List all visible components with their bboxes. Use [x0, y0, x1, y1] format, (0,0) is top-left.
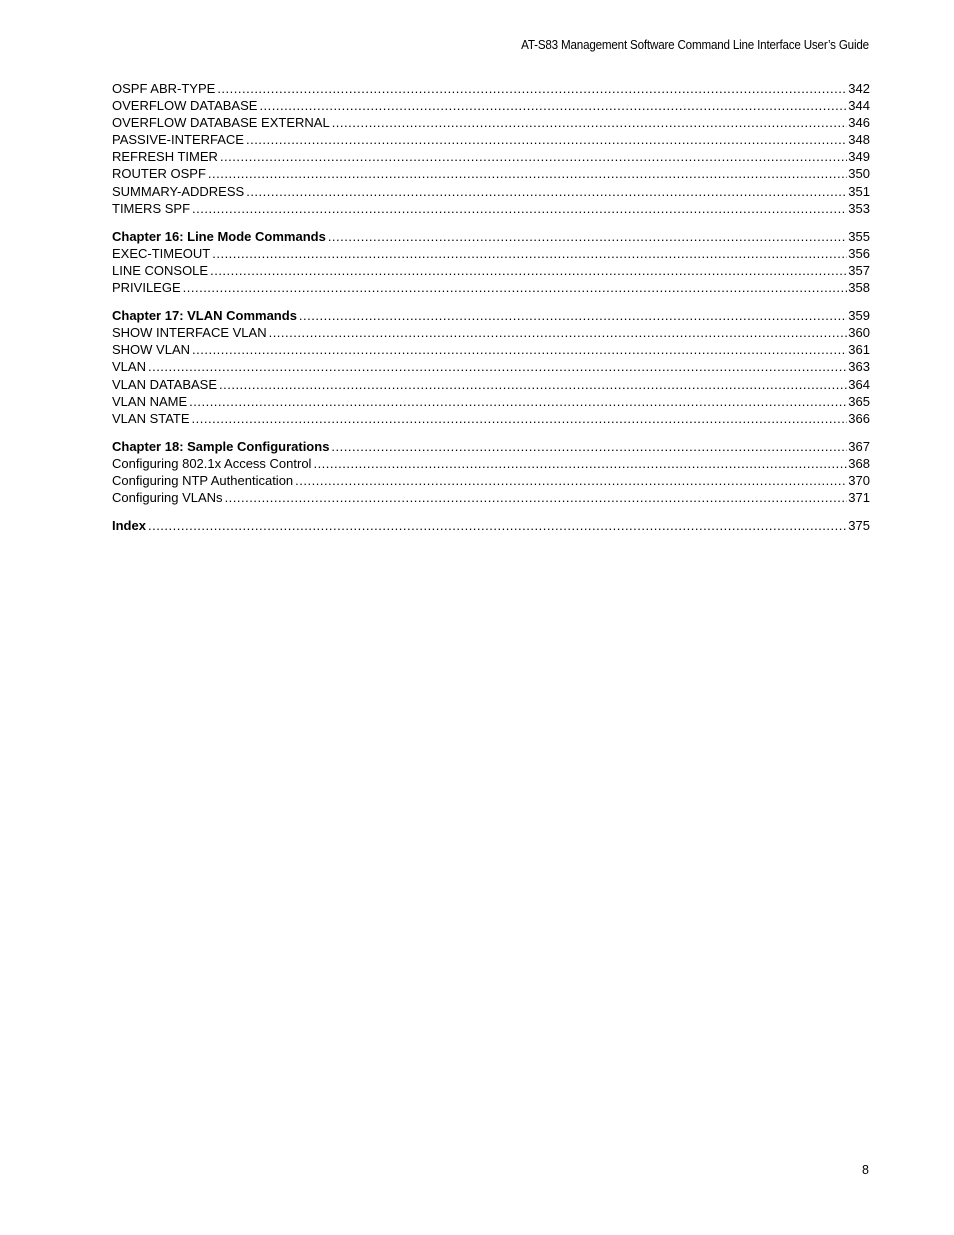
toc-entry-title: REFRESH TIMER: [112, 149, 218, 165]
toc-entry-title: Configuring 802.1x Access Control: [112, 455, 312, 471]
toc-entry-row[interactable]: [112, 393, 870, 410]
toc-entry-row[interactable]: [112, 376, 870, 393]
toc-dot-leader: [332, 114, 848, 131]
toc-page-number: 361: [848, 342, 870, 358]
toc-page-number: 367: [848, 438, 870, 454]
toc-dot-leader: [246, 183, 847, 200]
toc-entry-title: VLAN STATE: [112, 410, 190, 426]
toc-dot-leader: [246, 131, 847, 148]
toc-entry-title: SUMMARY-ADDRESS: [112, 183, 245, 199]
toc-entry-title: VLAN: [112, 359, 146, 375]
toc-page-number: 363: [848, 359, 870, 375]
toc-entry-row[interactable]: [112, 472, 870, 489]
toc-page-number: 348: [848, 132, 870, 148]
toc-entry-title: EXEC-TIMEOUT: [112, 245, 211, 261]
toc-entry-title: SHOW VLAN: [112, 342, 191, 358]
toc-page-number: 366: [848, 410, 870, 426]
toc-chapter-row[interactable]: [112, 228, 870, 245]
toc-entry-row[interactable]: [112, 279, 870, 296]
toc-dot-leader: [295, 472, 847, 489]
toc-entry-row[interactable]: [112, 80, 870, 97]
toc-chapter-row[interactable]: [112, 517, 870, 534]
toc-page-number: 355: [848, 228, 870, 244]
toc-chapter-title: Chapter 16: Line Mode Commands: [112, 228, 326, 244]
toc-chapter-row[interactable]: [112, 307, 870, 324]
toc-page-number: 351: [848, 183, 870, 199]
toc-entry-title: ROUTER OSPF: [112, 166, 206, 182]
toc-chapter-row[interactable]: [112, 438, 870, 455]
toc-page-number: 346: [848, 115, 870, 131]
toc-page-number: 368: [848, 455, 870, 471]
toc-dot-leader: [225, 489, 848, 506]
toc-dot-leader: [210, 262, 847, 279]
toc-entry-row[interactable]: [112, 324, 870, 341]
toc-dot-leader: [259, 97, 847, 114]
toc-entry-row[interactable]: [112, 358, 870, 375]
toc-entry-row[interactable]: [112, 131, 870, 148]
toc-entry-row[interactable]: [112, 489, 870, 506]
toc-page-number: 349: [848, 149, 870, 165]
toc-chapter-title: Chapter 18: Sample Configurations: [112, 438, 330, 454]
toc-entry-row[interactable]: [112, 97, 870, 114]
toc-dot-leader: [192, 200, 847, 217]
toc-dot-leader: [192, 410, 848, 427]
toc-dot-leader: [299, 307, 847, 324]
toc-page-number: 357: [848, 262, 870, 278]
toc-page-number: 344: [848, 98, 870, 114]
toc-entry-title: Configuring NTP Authentication: [112, 472, 294, 488]
toc-dot-leader: [148, 517, 847, 534]
toc-dot-leader: [269, 324, 848, 341]
toc-page-number: 358: [848, 280, 870, 296]
toc-entry-row[interactable]: [112, 114, 870, 131]
toc-page-number: 365: [848, 393, 870, 409]
toc-entry-title: LINE CONSOLE: [112, 262, 209, 278]
toc-entry-row[interactable]: [112, 341, 870, 358]
toc-page-number: 350: [848, 166, 870, 182]
toc-page-number: 370: [848, 472, 870, 488]
toc-chapter-title: Index: [112, 518, 146, 534]
toc-dot-leader: [192, 341, 847, 358]
toc-entry-title: VLAN NAME: [112, 393, 188, 409]
toc-page-number: 353: [848, 200, 870, 216]
toc-entry-title: PRIVILEGE: [112, 280, 181, 296]
toc-entry-row[interactable]: [112, 165, 870, 182]
toc-page-number: 360: [848, 325, 870, 341]
toc-dot-leader: [219, 376, 847, 393]
toc-entry-title: OSPF ABR-TYPE: [112, 81, 216, 96]
toc-page-number: 371: [848, 490, 870, 506]
toc-entry-title: VLAN DATABASE: [112, 376, 217, 392]
toc-dot-leader: [148, 358, 847, 375]
toc-entry-row[interactable]: [112, 455, 870, 472]
toc-dot-leader: [331, 438, 847, 455]
toc-dot-leader: [328, 228, 847, 245]
toc-page-number: 356: [848, 245, 870, 261]
table-of-contents: [112, 80, 870, 534]
toc-entry-title: TIMERS SPF: [112, 200, 191, 216]
toc-entry-row[interactable]: [112, 410, 870, 427]
toc-dot-leader: [208, 165, 847, 182]
toc-entry-title: Configuring VLANs: [112, 490, 223, 506]
toc-dot-leader: [189, 393, 847, 410]
toc-entry-title: SHOW INTERFACE VLAN: [112, 325, 267, 341]
toc-dot-leader: [212, 245, 847, 262]
toc-dot-leader: [183, 279, 848, 296]
toc-dot-leader: [220, 148, 847, 165]
toc-entry-row[interactable]: [112, 262, 870, 279]
toc-entry-title: OVERFLOW DATABASE: [112, 98, 258, 114]
page-number: 8: [862, 1163, 869, 1177]
toc-entry-row[interactable]: [112, 200, 870, 217]
toc-dot-leader: [313, 455, 847, 472]
toc-entry-row[interactable]: [112, 245, 870, 262]
toc-page-number: 342: [848, 81, 870, 96]
toc-entry-row[interactable]: [112, 183, 870, 200]
toc-dot-leader: [217, 80, 847, 97]
running-header: AT-S83 Management Software Command Line Interface User’s Guide: [521, 38, 869, 52]
toc-page-number: 359: [848, 308, 870, 324]
toc-entry-row[interactable]: [112, 148, 870, 165]
toc-entry-title: OVERFLOW DATABASE EXTERNAL: [112, 115, 330, 131]
toc-page-number: 364: [848, 376, 870, 392]
toc-chapter-title: Chapter 17: VLAN Commands: [112, 308, 297, 324]
toc-entry-title: PASSIVE-INTERFACE: [112, 132, 244, 148]
toc-page-number: 375: [848, 518, 870, 534]
